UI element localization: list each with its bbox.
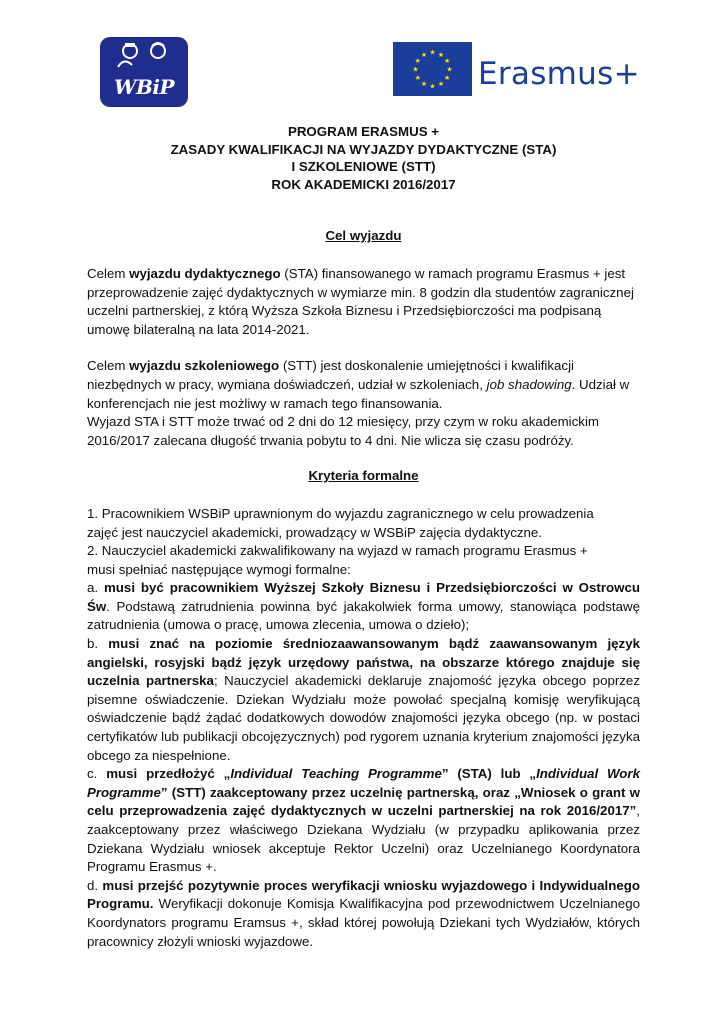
wbip-logo <box>100 37 188 107</box>
criterion-a: a. musi być pracownikiem Wyższej Szkoły Biznesu i Przedsiębiorczości w Ostrowcu Św. Podstawą zatrudnienia powinna być jakakolwiek forma umowy, stanowiąca podstawę zatrudnienia (umowa o pracę, umowa zlecenia, umowa o dzieło); <box>87 580 640 633</box>
criterion-1: 1. Pracownikiem WSBiP uprawnionym do wyjazdu zagranicznego w celu prowadzenia zajęć jest nauczyciel akademicki, prowadzący w WSBiP zajęcia dydaktyczne. <box>87 505 594 540</box>
eu-star-icon: ★ <box>420 81 428 89</box>
header-line-4: ROK AKADEMICKI 2016/2017 <box>271 176 456 192</box>
header-line-3: I SZKOLENIOWE (STT) <box>291 159 436 175</box>
eu-star-icon: ★ <box>446 66 453 74</box>
eu-star-icon: ★ <box>444 75 451 82</box>
paragraph-sta: Celem wyjazdu dydaktycznego (STA) finansowanego w ramach programu Erasmus + jest przeprowadzenie zajęć dydaktycznych w wymiarze min. 8 godzin dla studentów zagranicznej uczelni partnerskiej, z którą Wyższa Szkoła Biznesu i Przedsiębiorczości ma podpisaną umowę bilateralną na lata 2014-2021. <box>87 265 634 337</box>
eu-star-icon: ★ <box>437 81 445 89</box>
header-line-1: PROGRAM ERASMUS + <box>287 124 440 139</box>
document-header <box>87 123 640 193</box>
eu-star-icon: ★ <box>444 58 451 65</box>
wbip-logo-text: WBiP <box>113 75 174 99</box>
eu-star-icon: ★ <box>429 83 436 91</box>
header-line-2: ZASADY KWALIFIKACJI NA WYJAZDY DYDAKTYCZNE (STA) <box>170 141 557 157</box>
eu-star-icon: ★ <box>414 75 421 82</box>
criterion-d: d. musi przejść pozytywnie proces weryfikacji wniosku wyjazdowego i Indywidualnego Programu. Weryfikacji dokonuje Komisja Kwalifikacyjna pod przewodnictwem Uczelnianego Koordynators programu Eramsus +, skład której powołują Dziekani tych Wydziałów, których pracownicy złożyli wnioski wyjazdowe. <box>87 877 640 949</box>
section-title-cel: Cel wyjazdu <box>325 228 402 244</box>
erasmus-logo-text: Erasmus+ <box>478 56 640 92</box>
paragraph-stt: Celem wyjazdu szkoleniowego (STT) jest doskonalenie umiejętności i kwalifikacji niezbędnych w pracy, wymiana doświadczeń, udział w szkoleniach, job shadowing. Udział w konferencjach nie jest możliwy w ramach tego finansowania. <box>87 358 630 411</box>
eu-flag-icon <box>393 42 472 96</box>
eu-star-icon: ★ <box>412 66 419 74</box>
paragraph-duration: Wyjazd STA i STT może trwać od 2 dni do 12 miesięcy, przy czym w roku akademickim 2016/2017 zalecana długość trwania pobytu to 4 dni. Nie wlicza się czasu podróży. <box>87 414 599 448</box>
criterion-2: 2. Nauczyciel akademicki zakwalifikowany na wyjazd w ramach programu Erasmus + musi spełniać następujące wymogi formalne: <box>87 543 588 577</box>
eu-star-icon: ★ <box>429 49 436 57</box>
eu-star-icon: ★ <box>414 58 421 65</box>
section-title-kryteria: Kryteria formalne <box>308 468 419 484</box>
criterion-b: b. musi znać na poziomie średniozaawansowanym bądź zaawansowanym język angielski, rosyjski bądź język urzędowy państwa, na obszarze którego znajduje się uczelnia partnerska; Nauczyciel akademicki deklaruje znajomość języka obcego poprzez pisemne oświadczenie. Dziekan Wydziału może powołać specjalną komisję weryfikującą oświadczenie bądź żądać dodatkowych dowodów znajomości języka obcego (np. w postaci certyfikatów lub publikacji obcojęzycznych) pod rygorem uznania kryterium znajomości języka obcego za niespełnione. <box>87 636 640 763</box>
criterion-c: c. musi przedłożyć „Individual Teaching Programme” (STA) lub „Individual Work Programme” (STT) zaakceptowany przez uczelnię partnerską, oraz „Wniosek o grant w celu przeprowadzenia zajęć dydaktycznych w uczelni partnerskiej na rok 2016/2017”, zaakceptowany przez właściwego Dziekana Wydziału (w przypadku aplikowania przez Dziekana Wydziału wniosek akceptuje Rektor Uczelni) oraz Uczelnianego Koordynatora Programu Erasmus +. <box>87 766 640 875</box>
document-body <box>87 123 640 951</box>
eu-star-icon: ★ <box>420 51 428 59</box>
eu-star-icon: ★ <box>437 51 445 59</box>
